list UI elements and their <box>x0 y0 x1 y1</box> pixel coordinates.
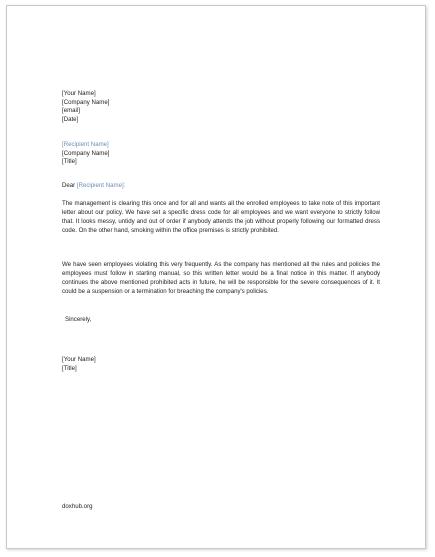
salutation <box>62 182 380 191</box>
body-paragraph-2: We have seen employees violating this very frequently. As the company has mentioned all the rules and policies the employees must follow in starting manual, so this written letter would be a final notice in this matter. If anybody continues the above mentioned prohibited acts in future, he will be responsible for the severe consequences of it. It could be a suspension or a termination for breaching the company's policies. <box>62 261 380 296</box>
salutation-colon: : <box>123 182 126 189</box>
body-paragraph-1: The management is clearing this once and for all and wants all the enrolled employees to take note of this important letter about our policy. We have set a specific dress code for all employees and we want everyone to strictly follow that. It looks messy, untidy and out of order if anybody attends the job without properly following our formatted dress code. On the other hand, smoking within the office premises is strictly prohibited. <box>62 200 380 235</box>
signature-title: [Title] <box>62 364 77 372</box>
footer-site: doxhub.org <box>62 503 93 510</box>
salutation-recipient-name: [Recipient Name] <box>76 182 124 189</box>
sender-block <box>62 90 380 124</box>
letter-page <box>6 5 426 549</box>
letter-date: [Date] <box>62 115 79 123</box>
recipient-company: [Company Name] <box>62 149 110 157</box>
sender-email: [email] <box>62 107 80 115</box>
recipient-title: [Title] <box>62 158 77 166</box>
closing: Sincerely, <box>65 316 92 323</box>
sender-company: [Company Name] <box>62 98 110 106</box>
signature-block <box>62 356 380 373</box>
recipient-name: [Recipient Name] <box>62 141 109 148</box>
salutation-prefix: Dear <box>62 182 77 189</box>
signature-name: [Your Name] <box>62 356 96 363</box>
sender-name: [Your Name] <box>62 90 96 97</box>
recipient-block <box>62 141 380 167</box>
